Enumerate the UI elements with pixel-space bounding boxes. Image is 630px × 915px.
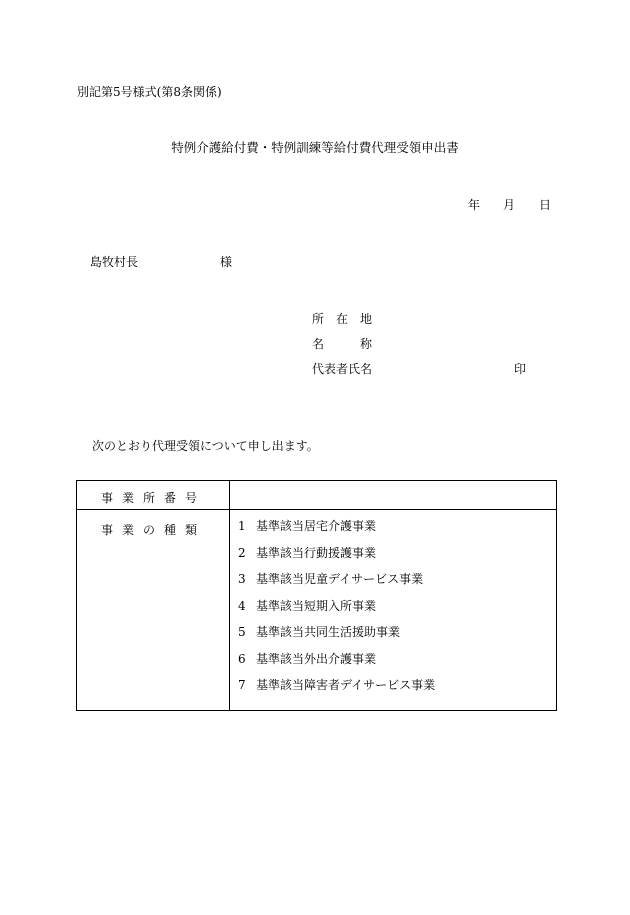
business-type-list-cell [230,510,557,711]
business-type-list [230,510,556,710]
business-type-row [77,510,557,711]
date-year-label: 年 [468,198,481,212]
form-reference: 別記第5号様式(第8条関係) [77,85,222,99]
office-number-row [77,481,557,510]
office-number-label: 事業所番号 [101,491,207,505]
date-day-label: 日 [539,198,552,212]
addressee-honorific: 様 [220,255,233,269]
list-item: 5 基準該当共同生活援助事業 [238,625,401,639]
name-label: 名 称 [312,337,373,351]
applicant-name [312,338,372,350]
list-item: 7 基準該当障害者デイサービス事業 [238,678,436,692]
applicant-location [312,313,372,325]
addressee [90,255,233,269]
seal-mark: 印 [514,362,527,376]
list-item: 3 基準該当児童デイサービス事業 [238,572,424,586]
applicant-representative [312,362,527,376]
addressee-name: 島牧村長 [90,255,139,269]
office-number-value-cell[interactable] [230,481,557,510]
location-label: 所 在 地 [312,312,373,326]
list-item: 6 基準該当外出介護事業 [238,651,377,666]
date-month-label: 月 [503,198,516,212]
list-item: 2 基準該当行動援護事業 [238,545,377,560]
list-item: 4 基準該当短期入所事業 [238,598,377,613]
business-type-label-cell [77,510,230,711]
list-item: 1 基準該当居宅介護事業 [238,519,377,533]
application-table [76,480,557,711]
business-type-label: 事業の種類 [101,523,207,537]
document-title: 特例介護給付費・特例訓練等給付費代理受領申出書 [171,140,459,155]
office-number-label-cell [77,481,230,510]
intro-text: 次のとおり代理受領について申し出ます。 [92,439,319,453]
representative-label: 代表者氏名 [312,362,373,376]
